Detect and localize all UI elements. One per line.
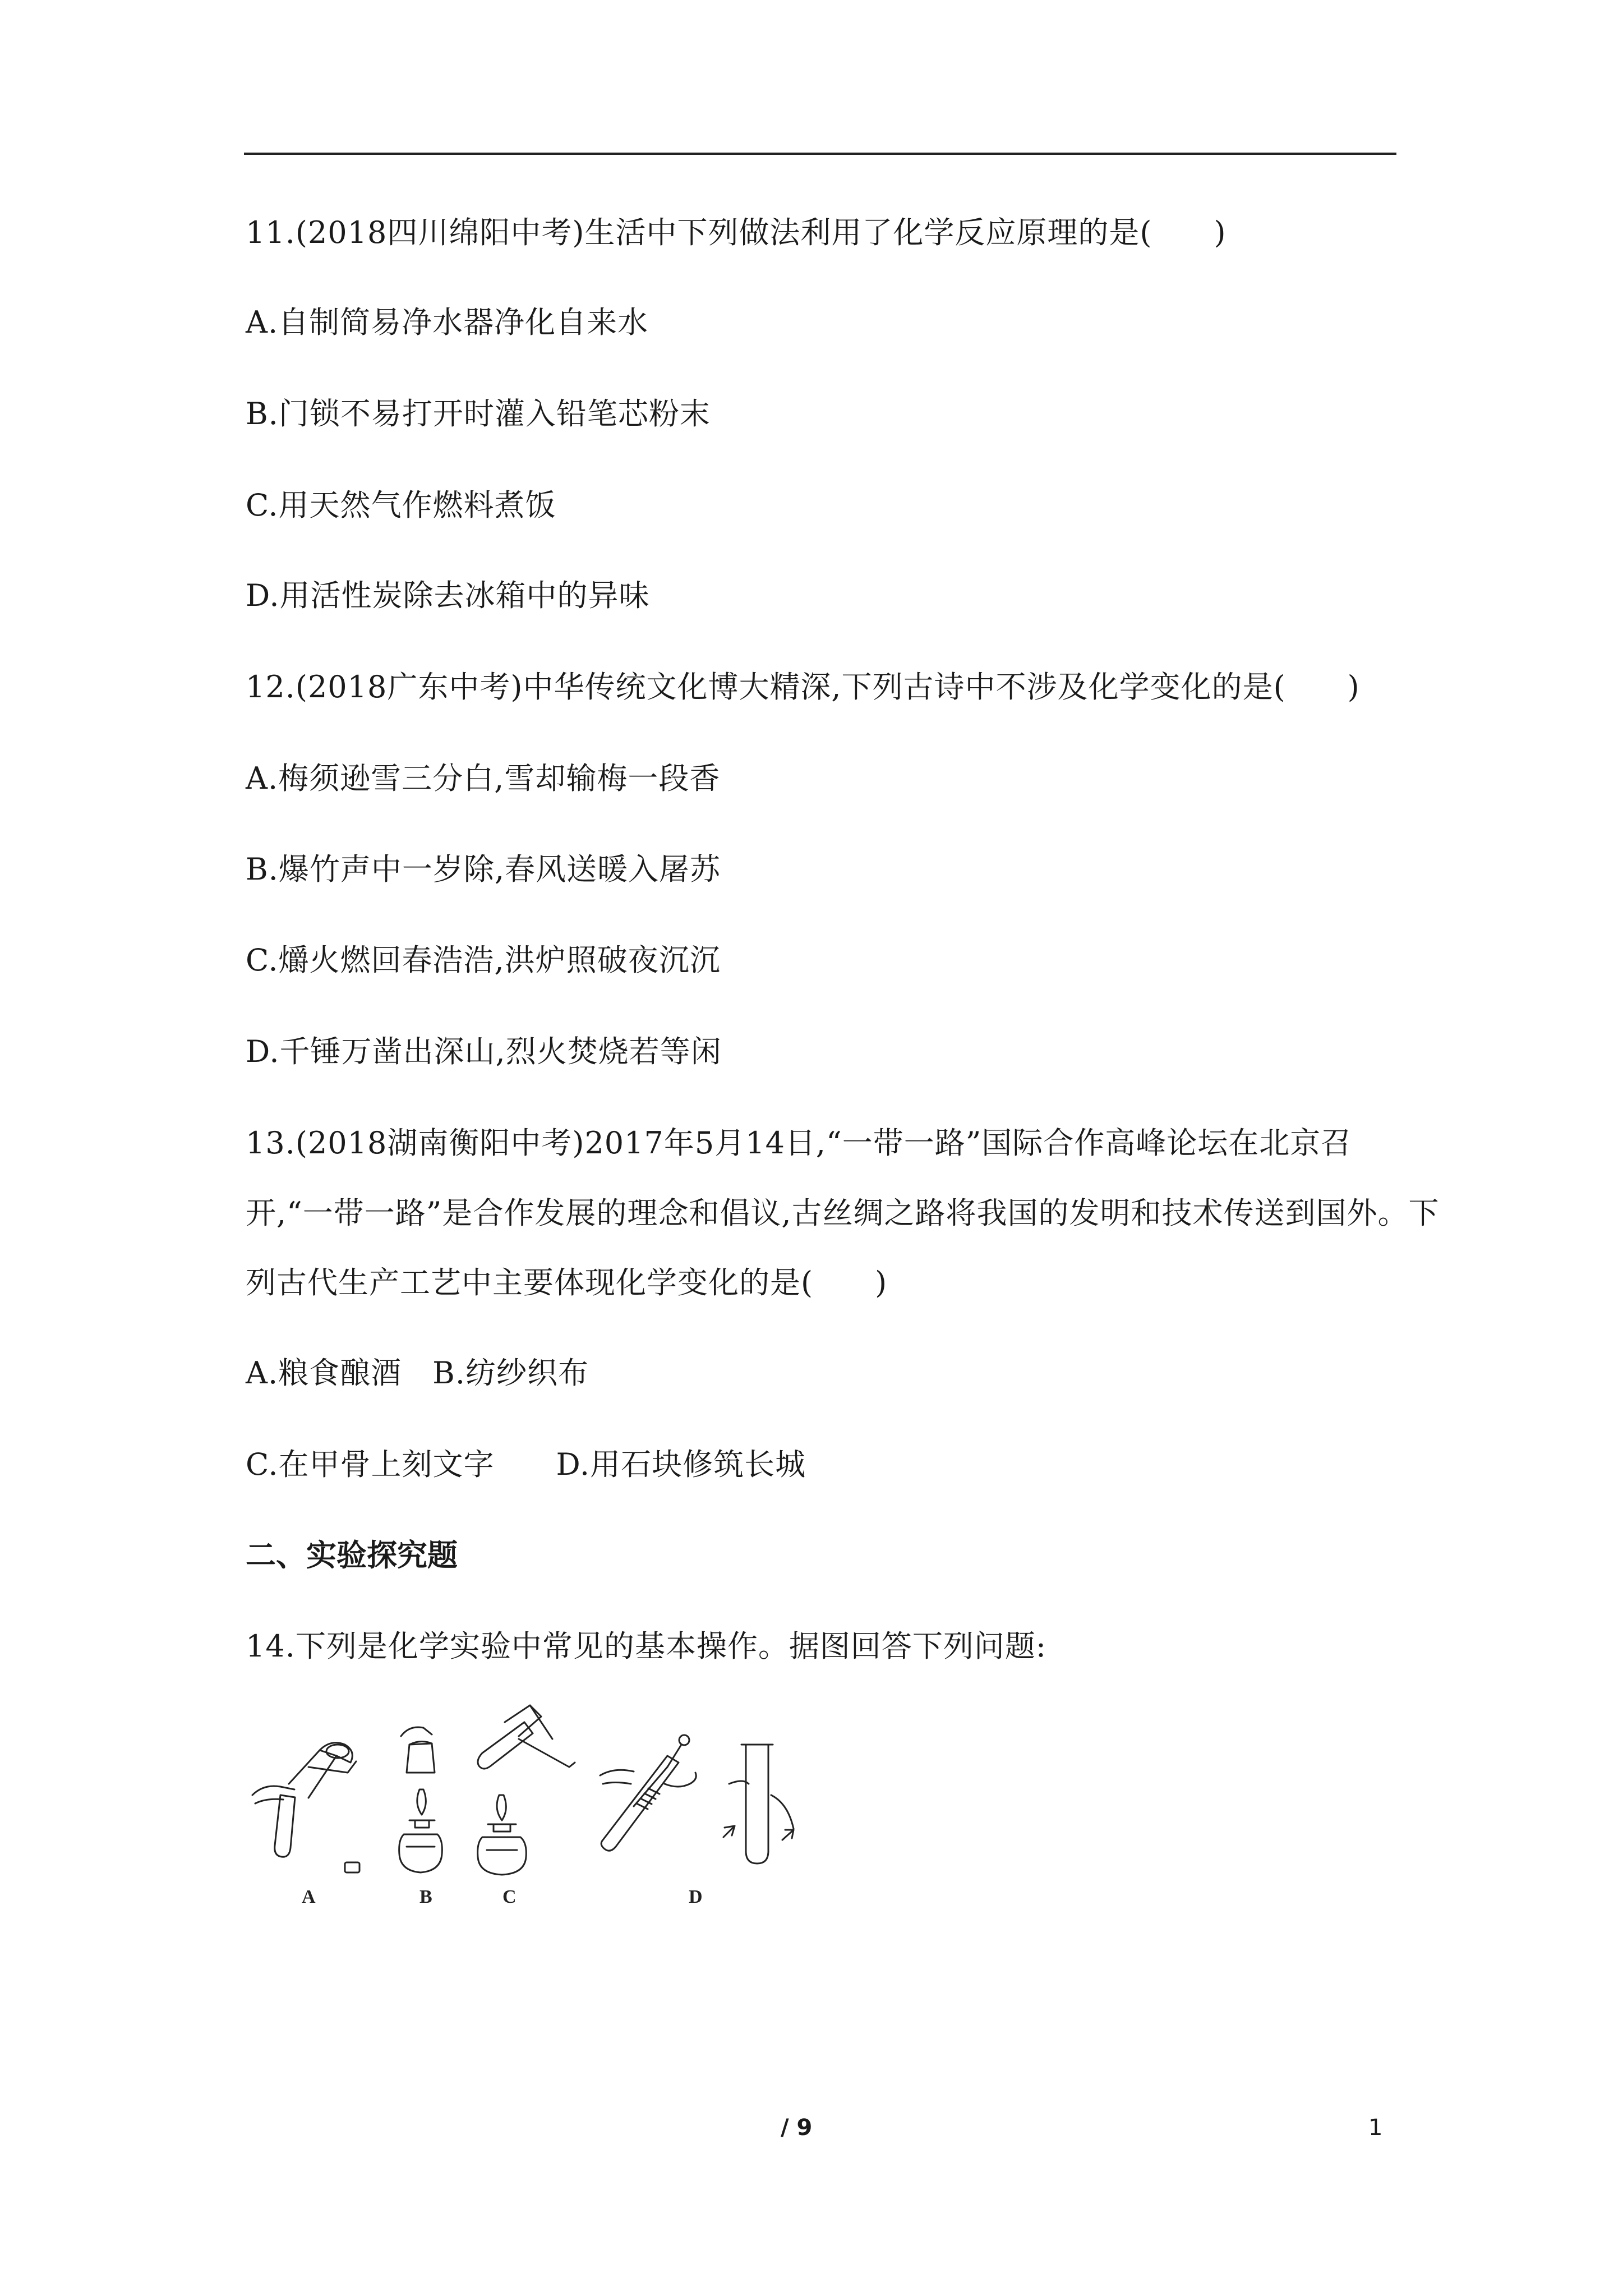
header-rule bbox=[244, 153, 1396, 155]
illustration-c bbox=[478, 1705, 575, 1875]
figure-label-d: D bbox=[689, 1887, 703, 1907]
q11-option-a: A.自制简易净水器净化自来水 bbox=[246, 305, 649, 340]
q12-option-d: D.千锤万凿出深山,烈火焚烧若等闲 bbox=[246, 1034, 722, 1069]
page-total: / 9 bbox=[781, 2115, 813, 2141]
q13-options-ab: A.粮食酿酒 B.纺纱织布 bbox=[246, 1355, 589, 1391]
figure-label-c: C bbox=[502, 1887, 517, 1907]
q11-option-c: C.用天然气作燃料煮饭 bbox=[246, 487, 556, 523]
section-heading: 二、实验探究题 bbox=[246, 1538, 458, 1573]
q13-stem-line3: 列古代生产工艺中主要体现化学变化的是( ) bbox=[246, 1265, 888, 1300]
q13-stem-line2: 开,“一带一路”是合作发展的理念和倡议,古丝绸之路将我国的发明和技术传送到国外。下 bbox=[246, 1195, 1440, 1231]
figure-label-a: A bbox=[302, 1887, 316, 1907]
illustration-a bbox=[252, 1743, 359, 1872]
lab-operations-figure bbox=[241, 1700, 864, 1907]
q11-option-b: B.门锁不易打开时灌入铅笔芯粉末 bbox=[246, 396, 711, 431]
q13-stem-line1: 13.(2018湖南衡阳中考)2017年5月14日,“一带一路”国际合作高峰论坛在北京召 bbox=[246, 1125, 1352, 1161]
page-number: 1 bbox=[1368, 2115, 1383, 2141]
q12-option-a: A.梅须逊雪三分白,雪却输梅一段香 bbox=[246, 761, 721, 796]
figure-labels bbox=[302, 1887, 703, 1907]
q11-option-d: D.用活性炭除去冰箱中的异味 bbox=[246, 578, 650, 613]
q12-stem: 12.(2018广东中考)中华传统文化博大精深,下列古诗中不涉及化学变化的是( ) bbox=[246, 669, 1360, 705]
q14-stem: 14.下列是化学实验中常见的基本操作。据图回答下列问题: bbox=[246, 1628, 1047, 1664]
q13-options-cd: C.在甲骨上刻文字 D.用石块修筑长城 bbox=[246, 1447, 806, 1482]
q12-option-b: B.爆竹声中一岁除,春风送暖入屠苏 bbox=[246, 852, 721, 887]
illustration-d bbox=[600, 1735, 794, 1864]
q12-option-c: C.爝火燃回春浩浩,洪炉照破夜沉沉 bbox=[246, 942, 721, 978]
figure-label-b: B bbox=[419, 1887, 432, 1907]
illustration-b bbox=[399, 1727, 442, 1872]
q11-stem: 11.(2018四川绵阳中考)生活中下列做法利用了化学反应原理的是( ) bbox=[246, 215, 1227, 250]
